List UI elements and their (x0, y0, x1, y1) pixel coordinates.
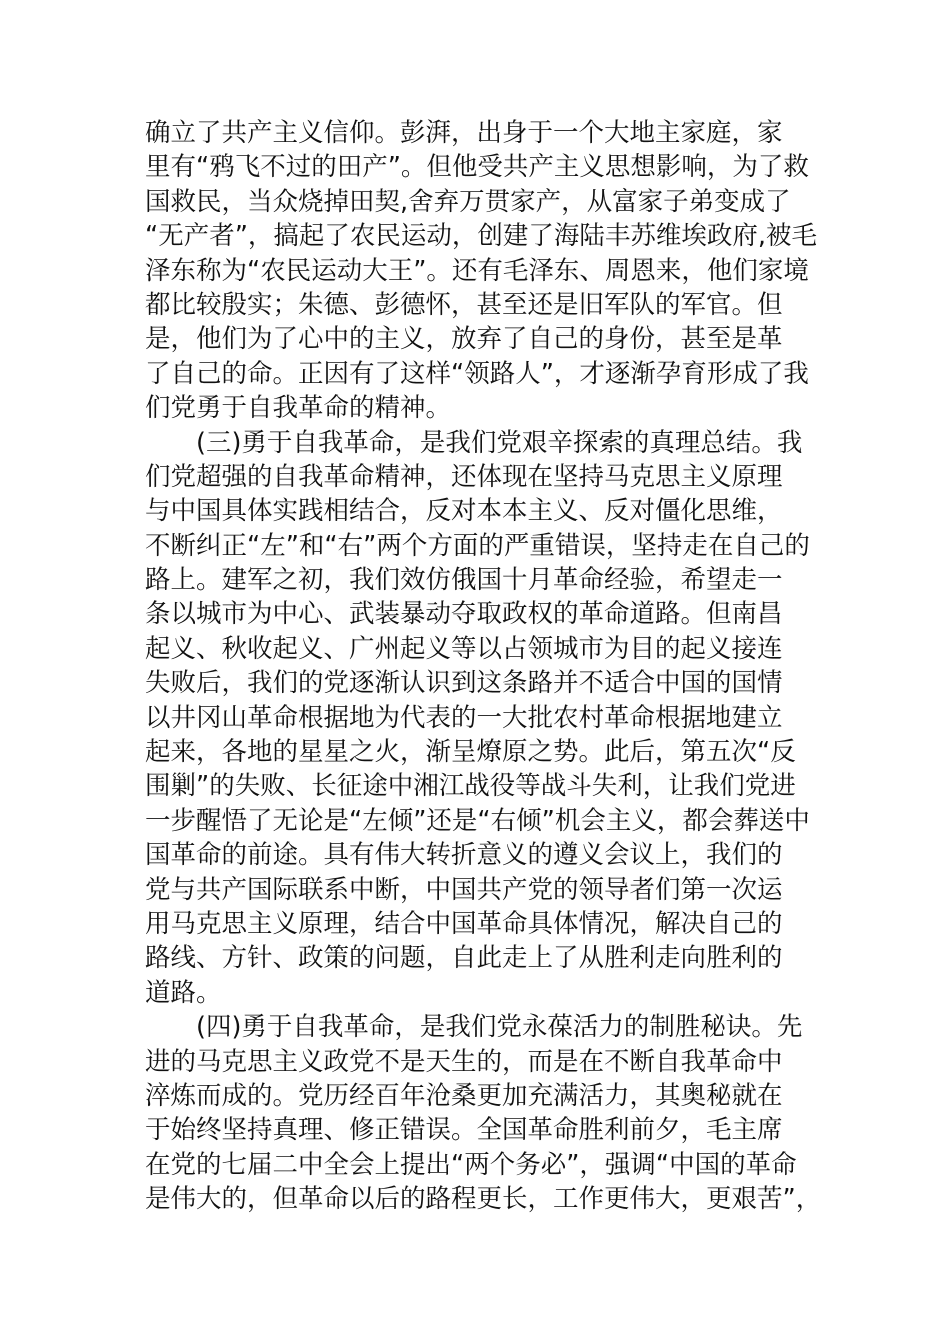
text-line: 党与共产国际联系中断，中国共产党的领导者们第一次运 (145, 874, 783, 905)
text-line: 起义、秋收起义、广州起义等以占领城市为目的起义接连 (145, 633, 783, 664)
text-line: “无产者”，搞起了农民运动，创建了海陆丰苏维埃政府,被毛 (145, 221, 818, 252)
text-line: 与中国具体实践相结合，反对本本主义、反对僵化思维， (145, 496, 783, 527)
text-line: 不断纠正“左”和“右”两个方面的严重错误，坚持走在自己的 (145, 530, 810, 561)
section-heading-3: (三)勇于自我革命，是我们党艰辛探索的真理总结。我 (196, 427, 803, 458)
section-heading-4: (四)勇于自我革命，是我们党永葆活力的制胜秘诀。先 (196, 1012, 803, 1043)
text-line: 在党的七届二中全会上提出“两个务必”，强调“中国的革命 (145, 1149, 797, 1180)
text-line: 都比较殷实；朱德、彭德怀，甚至还是旧军队的军官。但 (145, 289, 783, 320)
text-line: 了自己的命。正因有了这样“领路人”，才逐渐孕育形成了我 (145, 358, 809, 389)
text-line: 泽东称为“农民运动大王”。还有毛泽东、周恩来，他们家境 (145, 255, 809, 286)
text-line: 一步醒悟了无论是“左倾”还是“右倾”机会主义，都会葬送中 (145, 805, 810, 836)
text-line: 以井冈山革命根据地为代表的一大批农村革命根据地建立 (145, 702, 783, 733)
text-line: 们党勇于自我革命的精神。 (145, 393, 452, 424)
text-line: 条以城市为中心、武装暴动夺取政权的革命道路。但南昌 (145, 599, 783, 630)
text-line: 起来，各地的星星之火，渐呈燎原之势。此后，第五次“反 (145, 737, 796, 768)
text-line: 们党超强的自我革命精神，还体现在坚持马克思主义原理 (145, 461, 783, 492)
text-line: 路线、方针、政策的问题，自此走上了从胜利走向胜利的 (145, 943, 783, 974)
text-line: 路上。建军之初，我们效仿俄国十月革命经验，希望走一 (145, 565, 783, 596)
text-line: 确立了共产主义信仰。彭湃，出身于一个大地主家庭，家 (145, 118, 783, 148)
text-line: 国革命的前途。具有伟大转折意义的遵义会议上，我们的 (145, 840, 783, 871)
text-line: 道路。 (145, 977, 222, 1008)
text-line: 是，他们为了心中的主义，放弃了自己的身份，甚至是革 (145, 324, 783, 355)
text-line: 失败后，我们的党逐渐认识到这条路并不适合中国的国情 (145, 668, 783, 699)
text-line: 于始终坚持真理、修正错误。全国革命胜利前夕，毛主席 (145, 1115, 783, 1146)
text-line: 用马克思主义原理，结合中国革命具体情况，解决自己的 (145, 908, 783, 939)
text-line: 里有“鸦飞不过的田产”。但他受共产主义思想影响，为了救 (145, 152, 809, 183)
body-text (145, 116, 822, 1217)
text-line: 围剿”的失败、长征途中湘江战役等战斗失利，让我们党进 (145, 771, 796, 802)
text-line: 进的马克思主义政党不是天生的，而是在不断自我革命中 (145, 1046, 783, 1077)
text-line: 淬炼而成的。党历经百年沧桑更加充满活力，其奥秘就在 (145, 1080, 783, 1111)
text-line: 国救民，当众烧掉田契,舍弃万贯家产，从富家子弟变成了 (145, 186, 791, 217)
text-line: 是伟大的，但革命以后的路程更长，工作更伟大，更艰苦”， (145, 1184, 822, 1215)
